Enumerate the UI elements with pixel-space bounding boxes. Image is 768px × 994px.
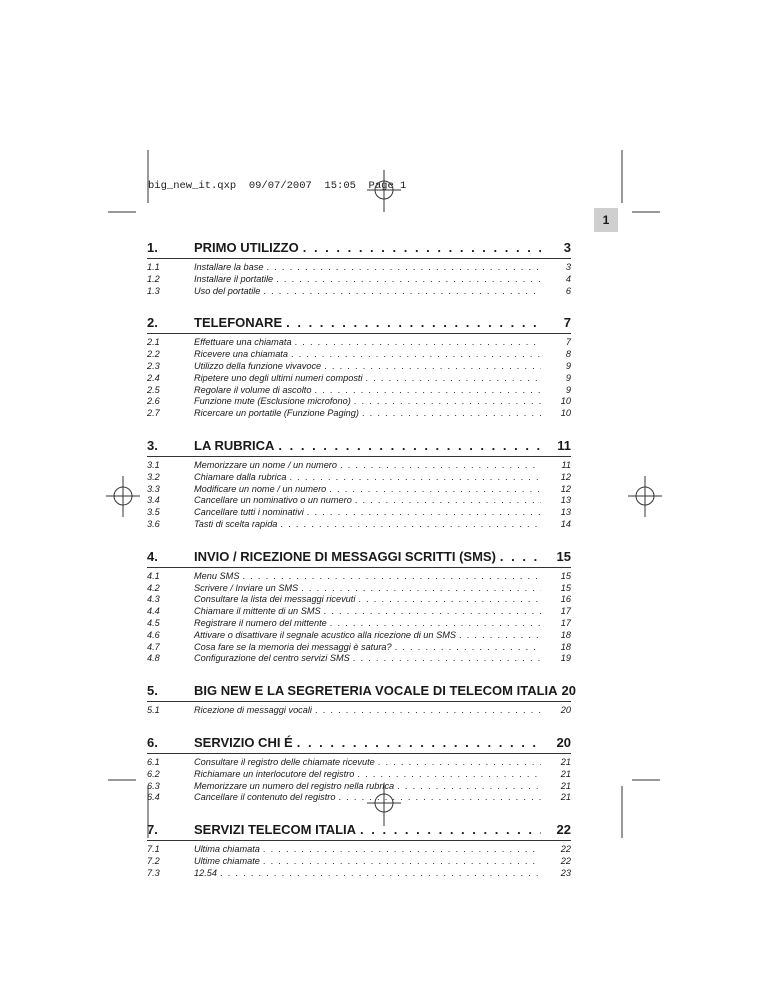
section-page-number: 3 [563, 240, 571, 255]
toc-entry[interactable] [147, 286, 571, 298]
entry-number: 3.2 [147, 471, 160, 482]
dot-leader [220, 868, 541, 878]
section-number: 6. [147, 734, 158, 750]
toc-entry[interactable] [147, 653, 571, 665]
section-number: 1. [147, 240, 158, 255]
entry-title: Installare il portatile [194, 273, 274, 284]
entry-page-number: 22 [560, 844, 571, 855]
toc-entry[interactable] [147, 583, 571, 595]
entry-page-number: 9 [565, 372, 571, 383]
toc-entry[interactable] [147, 844, 571, 856]
toc-section [147, 237, 571, 297]
entry-title: Tasti di scelta rapida [194, 518, 278, 529]
entry-number: 4.5 [147, 617, 160, 628]
entry-page-number: 19 [560, 653, 571, 664]
section-divider [147, 753, 571, 754]
section-page-number: 20 [561, 683, 576, 699]
entry-number: 4.7 [147, 641, 160, 652]
section-heading[interactable] [147, 312, 571, 334]
entry-number: 2.2 [147, 349, 160, 360]
entry-page-number: 18 [560, 641, 571, 652]
entry-page-number: 17 [560, 617, 571, 628]
entry-page-number: 21 [560, 792, 571, 803]
entry-title: Cancellare un nominativo o un numero [194, 495, 352, 506]
section-items [147, 702, 571, 717]
entry-page-number: 13 [560, 495, 571, 506]
section-page-number: 15 [556, 548, 571, 564]
entry-title: Registrare il numero del mittente [194, 617, 327, 628]
toc-section [147, 680, 576, 717]
dot-leader [303, 240, 541, 255]
section-title: PRIMO UTILIZZO [194, 240, 299, 255]
dot-leader [329, 484, 541, 494]
dot-leader [360, 822, 541, 837]
entry-title: Ricezione di messaggi vocali [194, 705, 312, 716]
toc-entry[interactable] [147, 606, 571, 618]
entry-page-number: 6 [565, 285, 571, 296]
toc-entry[interactable] [147, 507, 571, 519]
section-items [147, 334, 571, 420]
toc-section [147, 546, 571, 665]
section-divider [147, 567, 571, 568]
printer-slug: big_new_it.qxp 09/07/2007 15:05 Page 1 [148, 180, 407, 192]
entry-title: Funzione mute (Esclusione microfono) [194, 396, 351, 407]
entry-page-number: 22 [560, 855, 571, 866]
dot-leader [289, 472, 541, 482]
entry-title: Modificare un nome / un numero [194, 483, 327, 494]
toc-entry[interactable] [147, 495, 571, 507]
entry-page-number: 14 [560, 518, 571, 529]
dot-leader [459, 630, 541, 640]
section-divider [147, 456, 571, 457]
entry-number: 2.3 [147, 360, 160, 371]
section-title: INVIO / RICEZIONE DI MESSAGGI SCRITTI (SMS) [194, 548, 496, 564]
section-title: LA RUBRICA [194, 437, 275, 453]
entry-number: 4.4 [147, 606, 160, 617]
toc-entry[interactable] [147, 519, 571, 531]
entry-page-number: 21 [560, 768, 571, 779]
section-title: BIG NEW E LA SEGRETERIA VOCALE DI TELECOM ITALIA [194, 683, 558, 699]
toc-entry[interactable] [147, 460, 571, 472]
entry-page-number: 17 [560, 606, 571, 617]
section-page-number: 7 [563, 315, 571, 331]
section-number: 2. [147, 315, 158, 331]
entry-page-number: 12 [560, 471, 571, 482]
dot-leader [278, 438, 541, 453]
entry-page-number: 21 [560, 756, 571, 767]
section-divider [147, 701, 571, 702]
entry-number: 3.6 [147, 518, 160, 529]
toc-entry[interactable] [147, 630, 571, 642]
entry-number: 7.2 [147, 855, 160, 866]
page-number-tab: 1 [594, 208, 618, 232]
toc-entry[interactable] [147, 262, 571, 274]
entry-number: 2.7 [147, 408, 160, 419]
dot-leader [263, 844, 541, 854]
section-heading[interactable] [147, 237, 571, 259]
entry-page-number: 3 [565, 262, 571, 272]
dot-leader [242, 571, 541, 581]
toc-entry[interactable] [147, 856, 571, 868]
dot-leader [315, 705, 541, 715]
dot-leader [397, 781, 541, 791]
section-heading[interactable] [147, 680, 576, 702]
entry-page-number: 21 [560, 780, 571, 791]
entry-page-number: 7 [565, 337, 571, 348]
dot-leader [362, 408, 541, 418]
toc-entry[interactable] [147, 373, 571, 385]
toc-entry[interactable] [147, 618, 571, 630]
toc-entry[interactable] [147, 408, 571, 420]
entry-page-number: 9 [565, 384, 571, 395]
dot-leader [263, 856, 541, 866]
section-items [147, 457, 571, 531]
dot-leader [291, 349, 541, 359]
toc-entry[interactable] [147, 868, 571, 880]
section-page-number: 11 [557, 437, 571, 453]
entry-number: 2.5 [147, 384, 160, 395]
entry-number: 6.1 [147, 756, 160, 767]
entry-number: 7.1 [147, 844, 160, 855]
dot-leader [500, 549, 541, 564]
entry-number: 3.5 [147, 507, 160, 518]
section-number: 4. [147, 548, 158, 564]
entry-number: 4.8 [147, 653, 160, 664]
entry-page-number: 8 [565, 349, 571, 360]
entry-number: 6.2 [147, 768, 160, 779]
section-divider [147, 840, 571, 841]
entry-page-number: 15 [560, 570, 571, 581]
entry-title: Cancellare il contenuto del registro [194, 792, 336, 803]
entry-page-number: 18 [560, 629, 571, 640]
dot-leader [280, 519, 541, 529]
entry-number: 3.3 [147, 483, 160, 494]
dot-leader [353, 653, 541, 663]
entry-number: 1.2 [147, 273, 160, 284]
entry-title: Chiamare dalla rubrica [194, 471, 287, 482]
entry-title: Ultima chiamata [194, 844, 260, 855]
dot-leader [338, 792, 541, 802]
dot-leader [297, 735, 541, 750]
toc-entry[interactable] [147, 385, 571, 397]
dot-leader [330, 618, 541, 628]
entry-page-number: 11 [561, 459, 571, 470]
entry-page-number: 23 [560, 867, 571, 878]
dot-leader [324, 361, 541, 371]
entry-number: 6.3 [147, 780, 160, 791]
entry-title: Memorizzare un nome / un numero [194, 459, 337, 470]
dot-leader [340, 460, 541, 470]
dot-leader [366, 373, 541, 383]
section-heading[interactable] [147, 435, 571, 457]
entry-page-number: 15 [560, 582, 571, 593]
entry-number: 4.3 [147, 594, 160, 605]
toc-section [147, 312, 571, 420]
section-heading[interactable] [147, 732, 571, 754]
dot-leader [276, 274, 541, 284]
dot-leader [395, 642, 541, 652]
entry-title: Consultare la lista dei messaggi ricevuti [194, 594, 356, 605]
entry-page-number: 4 [565, 273, 571, 284]
entry-title: 12.54 [194, 867, 217, 878]
dot-leader [324, 606, 541, 616]
entry-page-number: 16 [560, 594, 571, 605]
section-heading[interactable] [147, 819, 571, 841]
toc-entry[interactable] [147, 705, 571, 717]
section-items [147, 568, 571, 665]
entry-title: Regolare il volume di ascolto [194, 384, 312, 395]
entry-title: Ultime chiamate [194, 855, 260, 866]
entry-title: Effettuare una chiamata [194, 337, 292, 348]
toc-entry[interactable] [147, 642, 571, 654]
entry-title: Chiamare il mittente di un SMS [194, 606, 321, 617]
entry-number: 2.6 [147, 396, 160, 407]
toc-entry[interactable] [147, 781, 571, 793]
entry-title: Memorizzare un numero del registro nella rubrica [194, 780, 395, 791]
entry-page-number: 10 [560, 396, 571, 407]
table-of-contents [147, 237, 576, 895]
section-number: 5. [147, 683, 158, 699]
entry-title: Attivare o disattivare il segnale acustico alla ricezione di un SMS [194, 629, 456, 640]
toc-entry[interactable] [147, 349, 571, 361]
dot-leader [301, 583, 541, 593]
toc-entry[interactable] [147, 571, 571, 583]
dot-leader [295, 337, 541, 347]
entry-page-number: 12 [560, 483, 571, 494]
section-items [147, 841, 571, 879]
entry-title: Scrivere / Inviare un SMS [194, 582, 299, 593]
section-page-number: 20 [556, 734, 571, 750]
entry-page-number: 9 [565, 360, 571, 371]
section-title: SERVIZI TELECOM ITALIA [194, 822, 357, 838]
entry-number: 1.3 [147, 285, 160, 296]
entry-title: Ricevere una chiamata [194, 349, 288, 360]
section-title: SERVIZIO CHI É [194, 734, 293, 750]
section-divider [147, 333, 571, 334]
toc-entry[interactable] [147, 361, 571, 373]
entry-title: Consultare il registro delle chiamate ricevute [194, 756, 375, 767]
toc-entry[interactable] [147, 396, 571, 408]
toc-entry[interactable] [147, 337, 571, 349]
entry-title: Ripetere uno degli ultimi numeri composti [194, 372, 363, 383]
entry-title: Uso del portatile [194, 285, 261, 296]
dot-leader [358, 594, 541, 604]
entry-number: 2.4 [147, 372, 160, 383]
toc-entry[interactable] [147, 484, 571, 496]
toc-entry[interactable] [147, 274, 571, 286]
section-number: 3. [147, 437, 158, 453]
entry-number: 3.4 [147, 495, 160, 506]
entry-number: 5.1 [147, 705, 160, 716]
section-divider [147, 258, 571, 259]
dot-leader [354, 396, 541, 406]
entry-number: 1.1 [147, 262, 160, 272]
entry-title: Cosa fare se la memoria dei messaggi è satura? [194, 641, 392, 652]
section-items [147, 259, 571, 297]
entry-title: Utilizzo della funzione vivavoce [194, 360, 322, 371]
dot-leader [286, 315, 541, 330]
toc-section [147, 819, 571, 879]
section-items [147, 754, 571, 804]
entry-number: 4.1 [147, 570, 160, 581]
entry-number: 7.3 [147, 867, 160, 878]
dot-leader [314, 385, 541, 395]
dot-leader [266, 262, 541, 272]
dot-leader [355, 495, 541, 505]
dot-leader [263, 286, 541, 296]
toc-entry[interactable] [147, 769, 571, 781]
entry-page-number: 10 [560, 408, 571, 419]
entry-title: Configurazione del centro servizi SMS [194, 653, 350, 664]
entry-title: Installare la base [194, 262, 264, 272]
dot-leader [378, 757, 541, 767]
dot-leader [357, 769, 541, 779]
entry-number: 3.1 [147, 459, 160, 470]
entry-number: 4.6 [147, 629, 160, 640]
section-number: 7. [147, 822, 158, 838]
toc-entry[interactable] [147, 472, 571, 484]
toc-entry[interactable] [147, 757, 571, 769]
toc-section [147, 435, 571, 531]
entry-number: 2.1 [147, 337, 160, 348]
dot-leader [307, 507, 541, 517]
entry-page-number: 20 [560, 705, 571, 716]
toc-entry[interactable] [147, 594, 571, 606]
entry-title: Cancellare tutti i nominativi [194, 507, 304, 518]
entry-title: Ricercare un portatile (Funzione Paging) [194, 408, 359, 419]
entry-page-number: 13 [560, 507, 571, 518]
entry-title: Richiamare un interlocutore del registro [194, 768, 355, 779]
entry-title: Menu SMS [194, 570, 240, 581]
section-title: TELEFONARE [194, 315, 283, 331]
section-page-number: 22 [556, 822, 571, 838]
section-heading[interactable] [147, 546, 571, 568]
toc-section [147, 732, 571, 804]
entry-number: 4.2 [147, 582, 160, 593]
toc-entry[interactable] [147, 792, 571, 804]
entry-number: 6.4 [147, 792, 160, 803]
